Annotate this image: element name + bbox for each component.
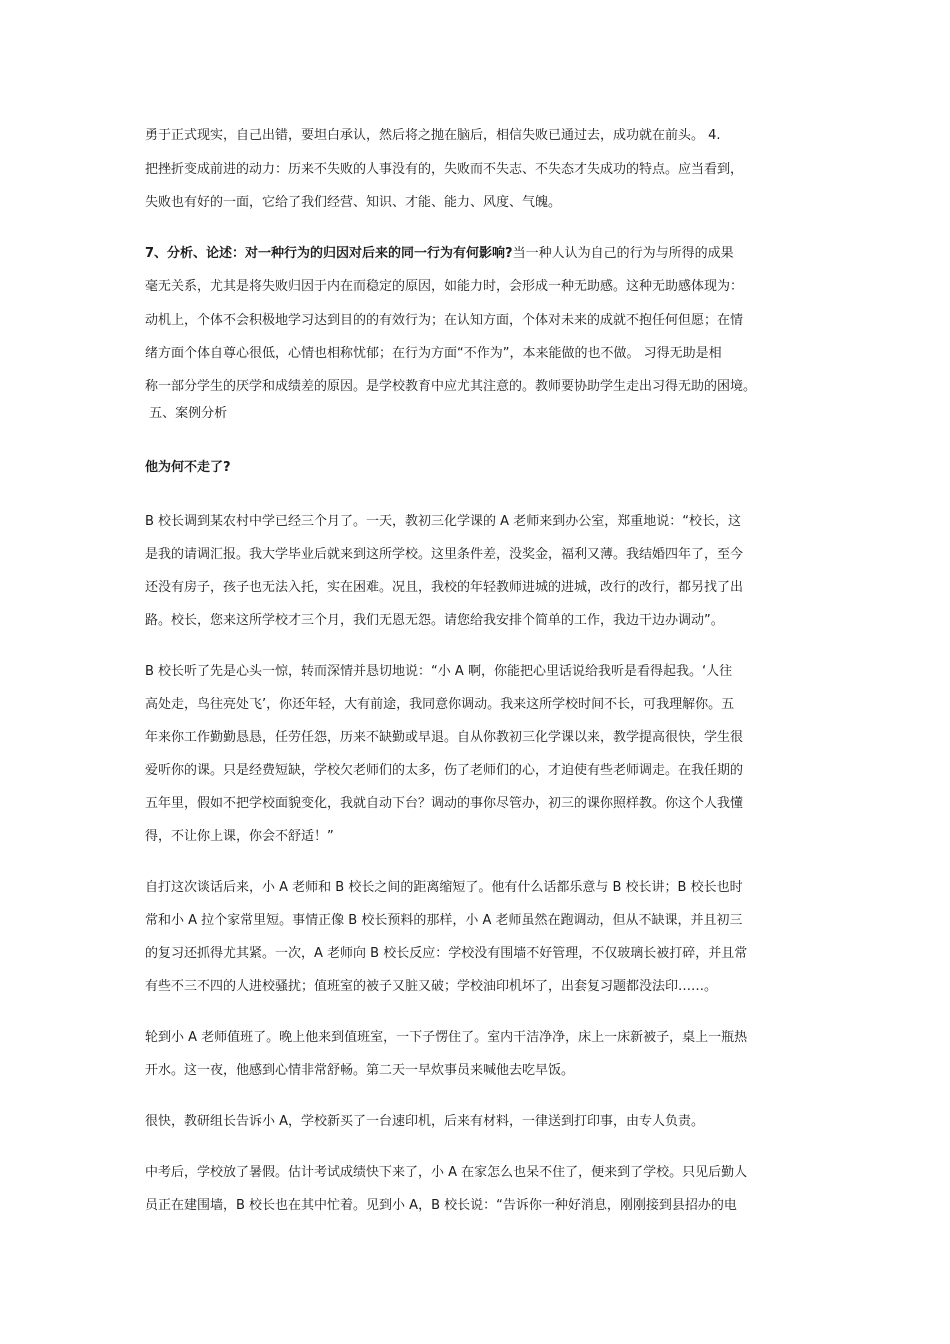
- paragraph-line: 得，不让你上课，你会不舒适！”: [145, 829, 334, 844]
- paragraph-line: 很快，教研组长告诉小 A，学校新买了一台速印机，后来有材料，一律送到打印事，由专人负责。: [145, 1114, 705, 1129]
- question-7-heading: 7、分析、论述：对一种行为的归因对后来的同一行为有何影响?: [145, 246, 513, 261]
- paragraph-line: 称一部分学生的厌学和成绩差的原因。是学校教育中应尤其注意的。教师要协助学生走出习得无助的困境。: [145, 379, 757, 394]
- paragraph-line: 年来你工作勤勤恳恳，任劳任怨，历来不缺勤或早退。自从你教初三化学课以来，教学提高很快，学生很: [145, 730, 744, 745]
- paragraph-line: 中考后，学校放了暑假。估计考试成绩快下来了，小 A 在家怎么也呆不住了，便来到了学校。只见后勤人: [145, 1165, 748, 1180]
- paragraph-line: 失败也有好的一面，它给了我们经营、知识、才能、能力、风度、气魄。: [145, 195, 562, 210]
- paragraph-line: 的复习还抓得尤其紧。一次，A 老师向 B 校长反应：学校没有围墙不好管理，不仅玻璃长被打碎，并且常: [145, 946, 748, 961]
- paragraph-line: 爱听你的课。只是经费短缺，学校欠老师们的太多，伤了老师们的心，才迫使有些老师调走。在我任期的: [145, 763, 744, 778]
- paragraph-line: B 校长调到某农村中学已经三个月了。一天，教初三化学课的 A 老师来到办公室，郑重地说：“校长，这: [145, 514, 741, 529]
- paragraph-line: 还没有房子，孩子也无法入托，实在困难。况且，我校的年轻教师进城的进城，改行的改行，都另找了出: [145, 580, 744, 595]
- paragraph-line: 有些不三不四的人进校骚扰；值班室的被子又脏又破；学校油印机坏了，出套复习题都没法印……。: [145, 979, 718, 994]
- paragraph-line: 毫无关系，尤其是将失败归因于内在而稳定的原因，如能力时，会形成一种无助感。这种无助感体现为：: [145, 279, 744, 294]
- question-7-text: 当一种人认为自己的行为与所得的成果: [512, 246, 734, 261]
- paragraph-line: 勇于正式现实，自己出错，要坦白承认，然后将之抛在脑后，相信失败已通过去，成功就在前头。 4.: [145, 128, 721, 143]
- paragraph-line: 轮到小 A 老师值班了。晚上他来到值班室，一下子愣住了。室内干洁净净，床上一床新被子，桌上一瓶热: [145, 1030, 748, 1045]
- case-title: 他为何不走了?: [145, 460, 231, 475]
- paragraph-line: 自打这次谈话后来，小 A 老师和 B 校长之间的距离缩短了。他有什么话都乐意与 B 校长讲；B 校长也时: [145, 880, 743, 895]
- paragraph-line: 动机上，个体不会积极地学习达到目的的有效行为；在认知方面，个体对未来的成就不抱任何但愿；在情: [145, 313, 744, 328]
- paragraph-line: 是我的请调汇报。我大学毕业后就来到这所学校。这里条件差，没奖金，福利又薄。我结婚四年了，至今: [145, 547, 744, 562]
- paragraph-line: 常和小 A 拉个家常里短。事情正像 B 校长预料的那样，小 A 老师虽然在跑调动，但从不缺课，并且初三: [145, 913, 743, 928]
- paragraph-line: 把挫折变成前进的动力：历来不失败的人事没有的，失败而不失志、不失态才失成功的特点。应当看到，: [145, 162, 744, 177]
- paragraph-line: 路。校长，您来这所学校才三个月，我们无恩无怨。请您给我安排个简单的工作，我边干边办调动”。: [145, 613, 724, 628]
- paragraph-line: 高处走，鸟往亮处飞’，你还年轻，大有前途，我同意你调动。我来这所学校时间不长，可我理解你。五: [145, 697, 735, 712]
- paragraph-line: B 校长听了先是心头一惊，转而深情并恳切地说：“小 A 啊，你能把心里话说给我听是看得起我。‘人往: [145, 664, 733, 679]
- paragraph-line: 绪方面个体自尊心很低，心情也相称忧郁；在行为方面“不作为”，本来能做的也不做。 习得无助是相: [145, 346, 722, 361]
- paragraph-line: 五年里，假如不把学校面貌变化，我就自动下台？调动的事你尽管办，初三的课你照样教。你这个人我懂: [145, 796, 744, 811]
- section-heading: 五、案例分析: [145, 406, 228, 421]
- paragraph-line: 开水。这一夜，他感到心情非常舒畅。第二天一早炊事员来喊他去吃早饭。: [145, 1063, 575, 1078]
- question-7-first-line: [145, 244, 825, 264]
- paragraph-line: 员正在建围墙，B 校长也在其中忙着。见到小 A，B 校长说：“告诉你一种好消息，刚刚接到县招办的电: [145, 1198, 737, 1213]
